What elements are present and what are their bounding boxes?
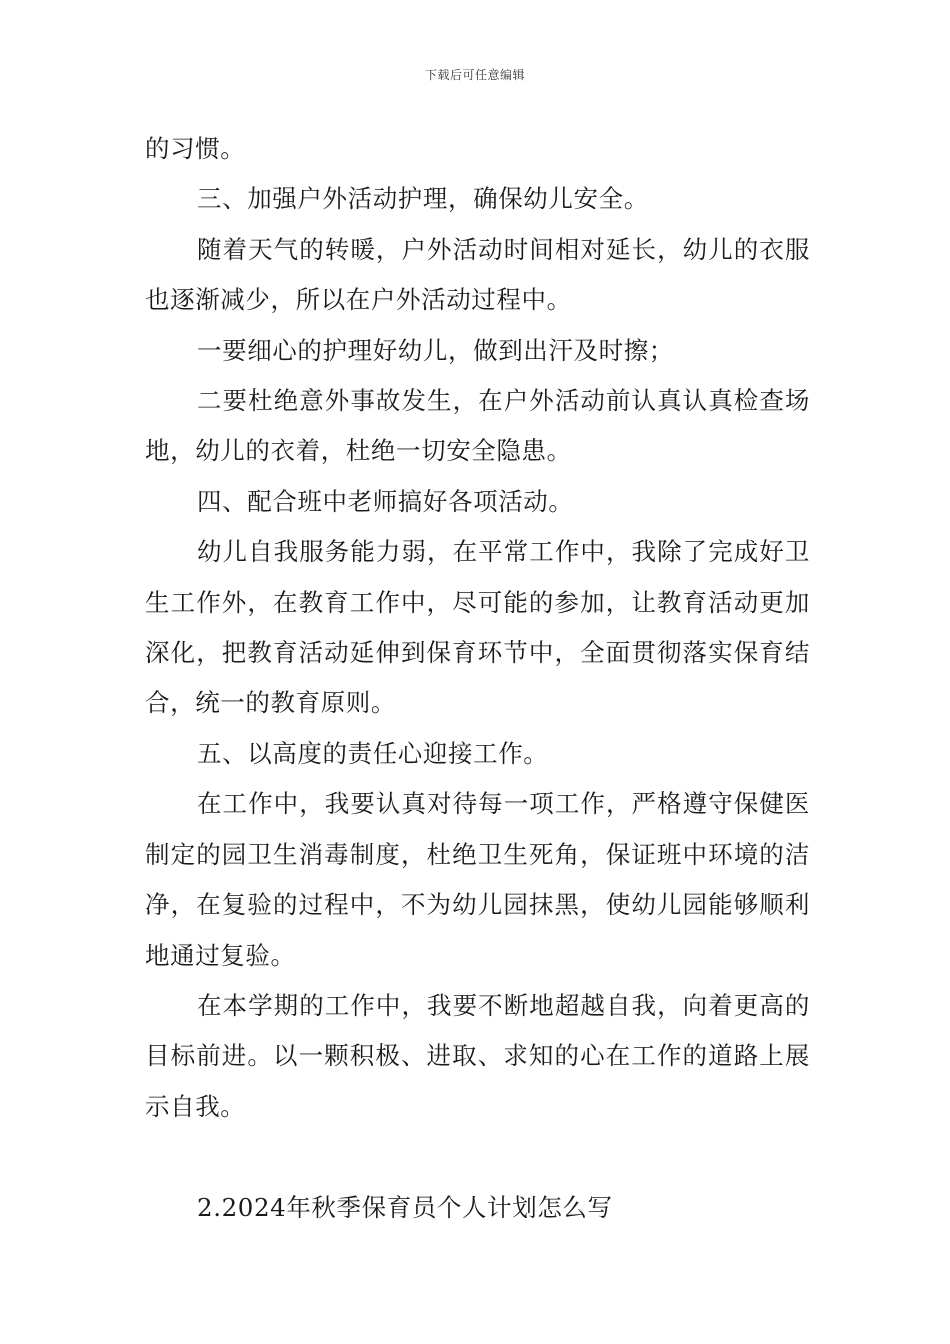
page-header-note: 下载后可任意编辑 — [424, 68, 525, 82]
paragraph: 一要细心的护理好幼儿，做到出汗及时擦； — [197, 335, 674, 365]
paragraph: 在工作中，我要认真对待每一项工作，严格遵守保健医制定的园卫生消毒制度，杜绝卫生死角，保证班中环境的洁净，在复验的过程中，不为幼儿园抹黑，使幼儿园能够顺利地通过复验。 — [145, 789, 810, 970]
paragraph: 幼儿自我服务能力弱，在平常工作中，我除了完成好卫生工作外，在教育工作中，尽可能的参加，让教育活动更加深化，把教育活动延伸到保育环节中，全面贯彻落实保育结合，统一的教育原则。 — [145, 537, 810, 718]
paragraph: 随着天气的转暖，户外活动时间相对延长，幼儿的衣服也逐渐减少，所以在户外活动过程中。 — [145, 234, 810, 315]
document-body — [145, 124, 810, 1233]
paragraph-continuation: 的习惯。 — [145, 134, 246, 163]
blank-line — [145, 1132, 810, 1182]
paragraph: 在本学期的工作中，我要不断地超越自我，向着更高的目标前进。以一颗积极、进取、求知的心在工作的道路上展示自我。 — [145, 990, 810, 1121]
paragraph: 二要杜绝意外事故发生，在户外活动前认真认真检查场地，幼儿的衣着，杜绝一切安全隐患。 — [145, 386, 810, 466]
article-title: 2.2024年秋季保育员个人计划怎么写 — [197, 1192, 613, 1222]
section-heading-five: 五、以高度的责任心迎接工作。 — [197, 738, 549, 768]
section-heading-four: 四、配合班中老师搞好各项活动。 — [197, 486, 574, 516]
section-heading-three: 三、加强户外活动护理，确保幼儿安全。 — [197, 184, 649, 214]
